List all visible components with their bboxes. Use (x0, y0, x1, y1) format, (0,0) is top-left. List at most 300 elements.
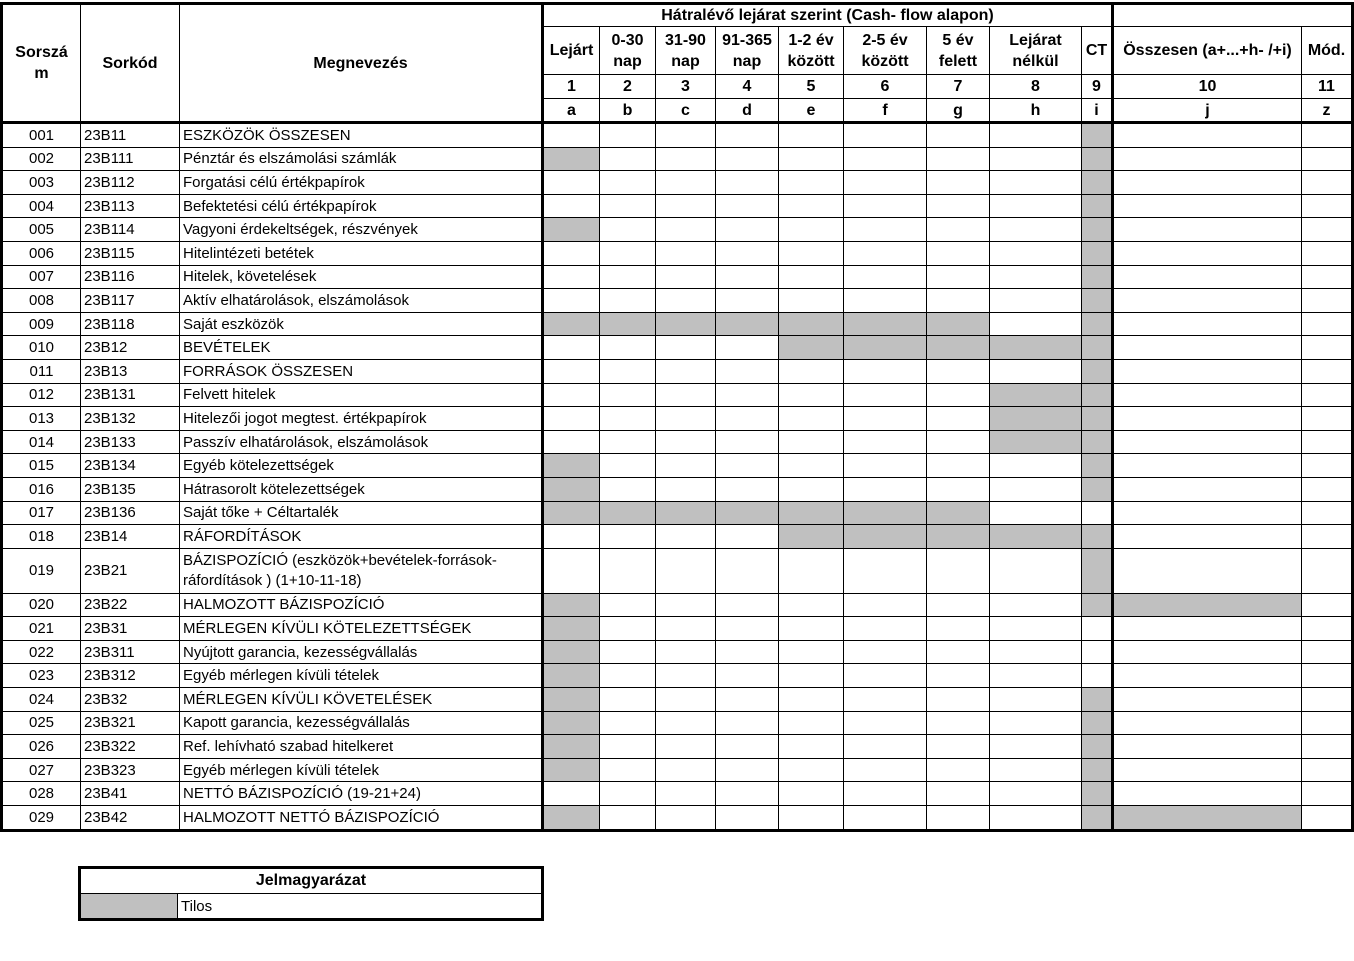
row-number: 021 (2, 617, 81, 641)
cell-d-input[interactable] (716, 711, 779, 735)
cell-c-input[interactable] (656, 194, 716, 218)
cell-e-input[interactable] (779, 123, 844, 148)
cell-b-input[interactable] (600, 548, 656, 593)
cell-f-input[interactable] (844, 194, 927, 218)
cell-z-input[interactable] (1302, 265, 1353, 289)
cell-i-input[interactable] (1082, 640, 1113, 664)
row-code: 23B12 (81, 336, 180, 360)
cell-e-input[interactable] (779, 430, 844, 454)
cell-d-input[interactable] (716, 123, 779, 148)
row-number: 007 (2, 265, 81, 289)
cell-b-input[interactable] (600, 359, 656, 383)
row-name: Passzív elhatárolások, elszámolások (180, 430, 543, 454)
cell-c-input[interactable] (656, 430, 716, 454)
cell-z-input[interactable] (1302, 407, 1353, 431)
cell-d-input[interactable] (716, 548, 779, 593)
cell-g-input[interactable] (927, 218, 990, 242)
cell-c-input[interactable] (656, 289, 716, 313)
cell-g-input[interactable] (927, 477, 990, 501)
cell-z-input[interactable] (1302, 336, 1353, 360)
cell-c-input[interactable] (656, 664, 716, 688)
cell-h-input[interactable] (990, 688, 1082, 712)
cell-j-input[interactable] (1113, 383, 1302, 407)
row-name: ESZKÖZÖK ÖSSZESEN (180, 123, 543, 148)
cell-e-input[interactable] (779, 806, 844, 831)
cell-c-input[interactable] (656, 336, 716, 360)
cell-j-input[interactable] (1113, 359, 1302, 383)
cell-b-input[interactable] (600, 711, 656, 735)
cell-h-input[interactable] (990, 735, 1082, 759)
cell-h-input[interactable] (990, 147, 1082, 171)
cell-z-input[interactable] (1302, 312, 1353, 336)
cell-a-input[interactable] (543, 336, 600, 360)
cell-c-input[interactable] (656, 735, 716, 759)
cell-b-input[interactable] (600, 735, 656, 759)
cell-f-input[interactable] (844, 430, 927, 454)
row-number: 028 (2, 782, 81, 806)
row-number: 017 (2, 501, 81, 525)
cell-j-input[interactable] (1113, 241, 1302, 265)
cell-f-input[interactable] (844, 735, 927, 759)
cell-e-input[interactable] (779, 758, 844, 782)
cell-z-input[interactable] (1302, 477, 1353, 501)
cell-z-input[interactable] (1302, 617, 1353, 641)
cell-a-input[interactable] (543, 241, 600, 265)
cell-g-input[interactable] (927, 171, 990, 195)
cell-z-input[interactable] (1302, 640, 1353, 664)
cell-j-input[interactable] (1113, 782, 1302, 806)
cell-b-input[interactable] (600, 123, 656, 148)
cell-c-input[interactable] (656, 477, 716, 501)
cell-h-input[interactable] (990, 123, 1082, 148)
cell-c-input[interactable] (656, 711, 716, 735)
cell-b-input[interactable] (600, 336, 656, 360)
cell-e-input[interactable] (779, 688, 844, 712)
cell-d-input[interactable] (716, 758, 779, 782)
cell-j-input[interactable] (1113, 640, 1302, 664)
table-row (2, 171, 1353, 195)
cell-i-forbidden (1082, 123, 1113, 148)
table-row (2, 383, 1353, 407)
cell-j-input[interactable] (1113, 617, 1302, 641)
cell-h-input[interactable] (990, 548, 1082, 593)
cell-z-input[interactable] (1302, 218, 1353, 242)
cell-d-input[interactable] (716, 336, 779, 360)
cell-d-input[interactable] (716, 359, 779, 383)
cell-h-input[interactable] (990, 664, 1082, 688)
cell-c-input[interactable] (656, 359, 716, 383)
cell-d-input[interactable] (716, 265, 779, 289)
cell-d-input[interactable] (716, 640, 779, 664)
col-letter-g: g (927, 99, 990, 123)
cell-e-input[interactable] (779, 640, 844, 664)
cell-f-input[interactable] (844, 758, 927, 782)
cell-a-input[interactable] (543, 194, 600, 218)
row-name: Ref. lehívható szabad hitelkeret (180, 735, 543, 759)
cell-a-input[interactable] (543, 383, 600, 407)
cell-a-input[interactable] (543, 171, 600, 195)
cell-f-input[interactable] (844, 123, 927, 148)
cell-c-input[interactable] (656, 525, 716, 549)
cell-a-forbidden (543, 593, 600, 617)
cell-z-input[interactable] (1302, 289, 1353, 313)
cell-c-input[interactable] (656, 782, 716, 806)
cell-b-input[interactable] (600, 525, 656, 549)
cell-d-input[interactable] (716, 289, 779, 313)
cell-e-input[interactable] (779, 289, 844, 313)
cell-c-input[interactable] (656, 265, 716, 289)
cell-g-input[interactable] (927, 758, 990, 782)
cell-h-forbidden (990, 525, 1082, 549)
cell-g-input[interactable] (927, 548, 990, 593)
table-row (2, 735, 1353, 759)
cell-g-input[interactable] (927, 640, 990, 664)
cell-j-input[interactable] (1113, 312, 1302, 336)
cell-c-input[interactable] (656, 548, 716, 593)
cell-b-input[interactable] (600, 454, 656, 478)
cell-f-forbidden (844, 336, 927, 360)
cell-i-input[interactable] (1082, 617, 1113, 641)
cell-f-input[interactable] (844, 171, 927, 195)
cell-c-input[interactable] (656, 806, 716, 831)
cell-z-input[interactable] (1302, 688, 1353, 712)
cell-j-input[interactable] (1113, 501, 1302, 525)
table-row (2, 711, 1353, 735)
cell-g-input[interactable] (927, 430, 990, 454)
cell-g-input[interactable] (927, 359, 990, 383)
cell-c-input[interactable] (656, 147, 716, 171)
cell-f-input[interactable] (844, 593, 927, 617)
cell-d-input[interactable] (716, 664, 779, 688)
cell-z-input[interactable] (1302, 359, 1353, 383)
cell-i-forbidden (1082, 593, 1113, 617)
cell-a-input[interactable] (543, 407, 600, 431)
cell-e-input[interactable] (779, 194, 844, 218)
cell-a-input[interactable] (543, 123, 600, 148)
col-letter-c: c (656, 99, 716, 123)
cell-f-input[interactable] (844, 548, 927, 593)
cell-a-input[interactable] (543, 548, 600, 593)
cell-z-input[interactable] (1302, 548, 1353, 593)
cell-c-input[interactable] (656, 123, 716, 148)
cell-f-input[interactable] (844, 383, 927, 407)
cell-b-input[interactable] (600, 477, 656, 501)
cell-c-input[interactable] (656, 758, 716, 782)
cell-d-input[interactable] (716, 383, 779, 407)
cell-b-input[interactable] (600, 593, 656, 617)
cell-f-input[interactable] (844, 218, 927, 242)
row-name: MÉRLEGEN KÍVÜLI KÖVETELÉSEK (180, 688, 543, 712)
cell-z-input[interactable] (1302, 501, 1353, 525)
cell-h-input[interactable] (990, 758, 1082, 782)
cell-c-forbidden (656, 312, 716, 336)
cell-f-input[interactable] (844, 241, 927, 265)
cell-g-input[interactable] (927, 735, 990, 759)
cell-a-input[interactable] (543, 289, 600, 313)
cell-j-input[interactable] (1113, 171, 1302, 195)
cell-h-input[interactable] (990, 593, 1082, 617)
cell-z-input[interactable] (1302, 241, 1353, 265)
cell-d-input[interactable] (716, 218, 779, 242)
cell-d-input[interactable] (716, 525, 779, 549)
cell-f-input[interactable] (844, 147, 927, 171)
cell-h-input[interactable] (990, 312, 1082, 336)
cell-b-input[interactable] (600, 407, 656, 431)
row-code: 23B13 (81, 359, 180, 383)
cell-e-input[interactable] (779, 171, 844, 195)
cell-g-input[interactable] (927, 711, 990, 735)
cell-j-input[interactable] (1113, 758, 1302, 782)
cell-j-input[interactable] (1113, 548, 1302, 593)
cell-h-input[interactable] (990, 265, 1082, 289)
col-letter-a: a (543, 99, 600, 123)
cell-z-input[interactable] (1302, 171, 1353, 195)
cell-a-forbidden (543, 758, 600, 782)
cell-c-input[interactable] (656, 241, 716, 265)
cell-g-input[interactable] (927, 123, 990, 148)
cell-f-input[interactable] (844, 289, 927, 313)
cell-d-input[interactable] (716, 171, 779, 195)
row-code: 23B311 (81, 640, 180, 664)
cell-e-input[interactable] (779, 664, 844, 688)
cell-h-input[interactable] (990, 454, 1082, 478)
cell-g-input[interactable] (927, 782, 990, 806)
cell-z-input[interactable] (1302, 711, 1353, 735)
row-number: 005 (2, 218, 81, 242)
cell-z-input[interactable] (1302, 430, 1353, 454)
cell-b-input[interactable] (600, 806, 656, 831)
cell-j-input[interactable] (1113, 664, 1302, 688)
cell-z-input[interactable] (1302, 782, 1353, 806)
cell-h-input[interactable] (990, 359, 1082, 383)
cell-d-input[interactable] (716, 688, 779, 712)
cell-f-input[interactable] (844, 454, 927, 478)
cell-b-input[interactable] (600, 617, 656, 641)
cell-b-input[interactable] (600, 289, 656, 313)
cell-h-input[interactable] (990, 194, 1082, 218)
cell-j-input[interactable] (1113, 218, 1302, 242)
cell-e-input[interactable] (779, 359, 844, 383)
cell-b-input[interactable] (600, 147, 656, 171)
cell-j-input[interactable] (1113, 407, 1302, 431)
cell-c-input[interactable] (656, 617, 716, 641)
cell-g-input[interactable] (927, 407, 990, 431)
cell-a-input[interactable] (543, 265, 600, 289)
cell-j-input[interactable] (1113, 147, 1302, 171)
cell-c-input[interactable] (656, 454, 716, 478)
cell-e-input[interactable] (779, 454, 844, 478)
cell-h-input[interactable] (990, 782, 1082, 806)
cell-j-input[interactable] (1113, 525, 1302, 549)
cell-g-input[interactable] (927, 241, 990, 265)
row-name: RÁFORDÍTÁSOK (180, 525, 543, 549)
cell-e-input[interactable] (779, 407, 844, 431)
cell-h-input[interactable] (990, 289, 1082, 313)
cell-z-input[interactable] (1302, 593, 1353, 617)
cell-g-input[interactable] (927, 617, 990, 641)
cell-j-input[interactable] (1113, 123, 1302, 148)
cell-e-input[interactable] (779, 617, 844, 641)
cell-f-input[interactable] (844, 407, 927, 431)
cell-c-input[interactable] (656, 171, 716, 195)
cell-j-input[interactable] (1113, 688, 1302, 712)
cell-e-input[interactable] (779, 548, 844, 593)
cell-g-forbidden (927, 501, 990, 525)
cell-h-input[interactable] (990, 640, 1082, 664)
table-row (2, 218, 1353, 242)
cell-d-input[interactable] (716, 430, 779, 454)
cell-f-input[interactable] (844, 617, 927, 641)
cell-g-input[interactable] (927, 383, 990, 407)
cell-j-forbidden (1113, 806, 1302, 831)
cell-h-forbidden (990, 336, 1082, 360)
cell-d-input[interactable] (716, 782, 779, 806)
cell-z-input[interactable] (1302, 806, 1353, 831)
cell-j-input[interactable] (1113, 430, 1302, 454)
table-row (2, 289, 1353, 313)
cell-z-input[interactable] (1302, 454, 1353, 478)
cell-d-input[interactable] (716, 617, 779, 641)
cell-a-input[interactable] (543, 430, 600, 454)
cell-b-input[interactable] (600, 640, 656, 664)
cell-b-input[interactable] (600, 218, 656, 242)
cell-b-input[interactable] (600, 664, 656, 688)
cell-i-forbidden (1082, 430, 1113, 454)
cell-h-input[interactable] (990, 501, 1082, 525)
cell-z-input[interactable] (1302, 383, 1353, 407)
cell-d-input[interactable] (716, 407, 779, 431)
cell-h-input[interactable] (990, 477, 1082, 501)
cell-i-input[interactable] (1082, 501, 1113, 525)
cell-z-input[interactable] (1302, 735, 1353, 759)
cell-f-input[interactable] (844, 664, 927, 688)
cell-e-input[interactable] (779, 593, 844, 617)
cell-b-input[interactable] (600, 758, 656, 782)
cell-e-input[interactable] (779, 265, 844, 289)
cell-a-input[interactable] (543, 782, 600, 806)
cell-b-input[interactable] (600, 782, 656, 806)
cell-h-input[interactable] (990, 711, 1082, 735)
row-code: 23B32 (81, 688, 180, 712)
col-header-d: 91-365 nap (716, 27, 779, 75)
cell-g-input[interactable] (927, 194, 990, 218)
cell-e-input[interactable] (779, 735, 844, 759)
cell-d-input[interactable] (716, 241, 779, 265)
cell-h-input[interactable] (990, 171, 1082, 195)
cell-h-input[interactable] (990, 806, 1082, 831)
cell-a-forbidden (543, 218, 600, 242)
row-number: 010 (2, 336, 81, 360)
cell-g-input[interactable] (927, 664, 990, 688)
cell-e-input[interactable] (779, 147, 844, 171)
cell-f-input[interactable] (844, 688, 927, 712)
cell-f-input[interactable] (844, 640, 927, 664)
cell-h-input[interactable] (990, 617, 1082, 641)
cell-d-input[interactable] (716, 147, 779, 171)
cell-g-input[interactable] (927, 806, 990, 831)
cell-f-input[interactable] (844, 359, 927, 383)
cell-z-input[interactable] (1302, 664, 1353, 688)
cell-j-input[interactable] (1113, 194, 1302, 218)
cell-b-input[interactable] (600, 430, 656, 454)
cell-e-forbidden (779, 312, 844, 336)
cell-c-input[interactable] (656, 640, 716, 664)
cell-e-input[interactable] (779, 477, 844, 501)
cell-d-input[interactable] (716, 477, 779, 501)
cell-f-input[interactable] (844, 806, 927, 831)
cell-b-input[interactable] (600, 265, 656, 289)
cell-j-input[interactable] (1113, 711, 1302, 735)
cell-e-input[interactable] (779, 782, 844, 806)
cell-g-input[interactable] (927, 289, 990, 313)
col-header-a: Lejárt (543, 27, 600, 75)
cell-j-input[interactable] (1113, 477, 1302, 501)
cell-z-input[interactable] (1302, 123, 1353, 148)
cell-e-input[interactable] (779, 241, 844, 265)
cell-j-input[interactable] (1113, 735, 1302, 759)
cell-c-input[interactable] (656, 593, 716, 617)
cell-g-input[interactable] (927, 593, 990, 617)
cell-z-input[interactable] (1302, 147, 1353, 171)
cell-c-input[interactable] (656, 383, 716, 407)
table-row (2, 640, 1353, 664)
row-name: Hitelezői jogot megtest. értékpapírok (180, 407, 543, 431)
table-row (2, 501, 1353, 525)
cell-z-input[interactable] (1302, 758, 1353, 782)
cell-g-input[interactable] (927, 454, 990, 478)
cell-c-input[interactable] (656, 218, 716, 242)
cell-j-input[interactable] (1113, 289, 1302, 313)
row-name: Saját tőke + Céltartalék (180, 501, 543, 525)
cell-g-input[interactable] (927, 265, 990, 289)
cell-f-input[interactable] (844, 782, 927, 806)
cell-e-input[interactable] (779, 711, 844, 735)
col-number-d: 4 (716, 75, 779, 99)
cell-h-input[interactable] (990, 241, 1082, 265)
cell-e-input[interactable] (779, 383, 844, 407)
cell-e-input[interactable] (779, 218, 844, 242)
cell-c-input[interactable] (656, 407, 716, 431)
row-name: BEVÉTELEK (180, 336, 543, 360)
cell-b-input[interactable] (600, 194, 656, 218)
cell-f-input[interactable] (844, 711, 927, 735)
cell-b-input[interactable] (600, 688, 656, 712)
cell-z-input[interactable] (1302, 525, 1353, 549)
cell-g-input[interactable] (927, 688, 990, 712)
cell-j-input[interactable] (1113, 454, 1302, 478)
cell-g-input[interactable] (927, 147, 990, 171)
cell-a-input[interactable] (543, 359, 600, 383)
cell-z-input[interactable] (1302, 194, 1353, 218)
col-header-f: 2-5 év között (844, 27, 927, 75)
cell-b-input[interactable] (600, 241, 656, 265)
cell-a-input[interactable] (543, 525, 600, 549)
cell-d-input[interactable] (716, 735, 779, 759)
cell-f-input[interactable] (844, 265, 927, 289)
cell-c-input[interactable] (656, 688, 716, 712)
cell-b-input[interactable] (600, 171, 656, 195)
cell-j-input[interactable] (1113, 265, 1302, 289)
cell-d-input[interactable] (716, 593, 779, 617)
cell-b-input[interactable] (600, 383, 656, 407)
cell-d-input[interactable] (716, 454, 779, 478)
cell-h-input[interactable] (990, 218, 1082, 242)
cell-f-input[interactable] (844, 477, 927, 501)
cell-j-input[interactable] (1113, 336, 1302, 360)
cell-d-input[interactable] (716, 806, 779, 831)
cell-i-input[interactable] (1082, 664, 1113, 688)
cell-d-input[interactable] (716, 194, 779, 218)
